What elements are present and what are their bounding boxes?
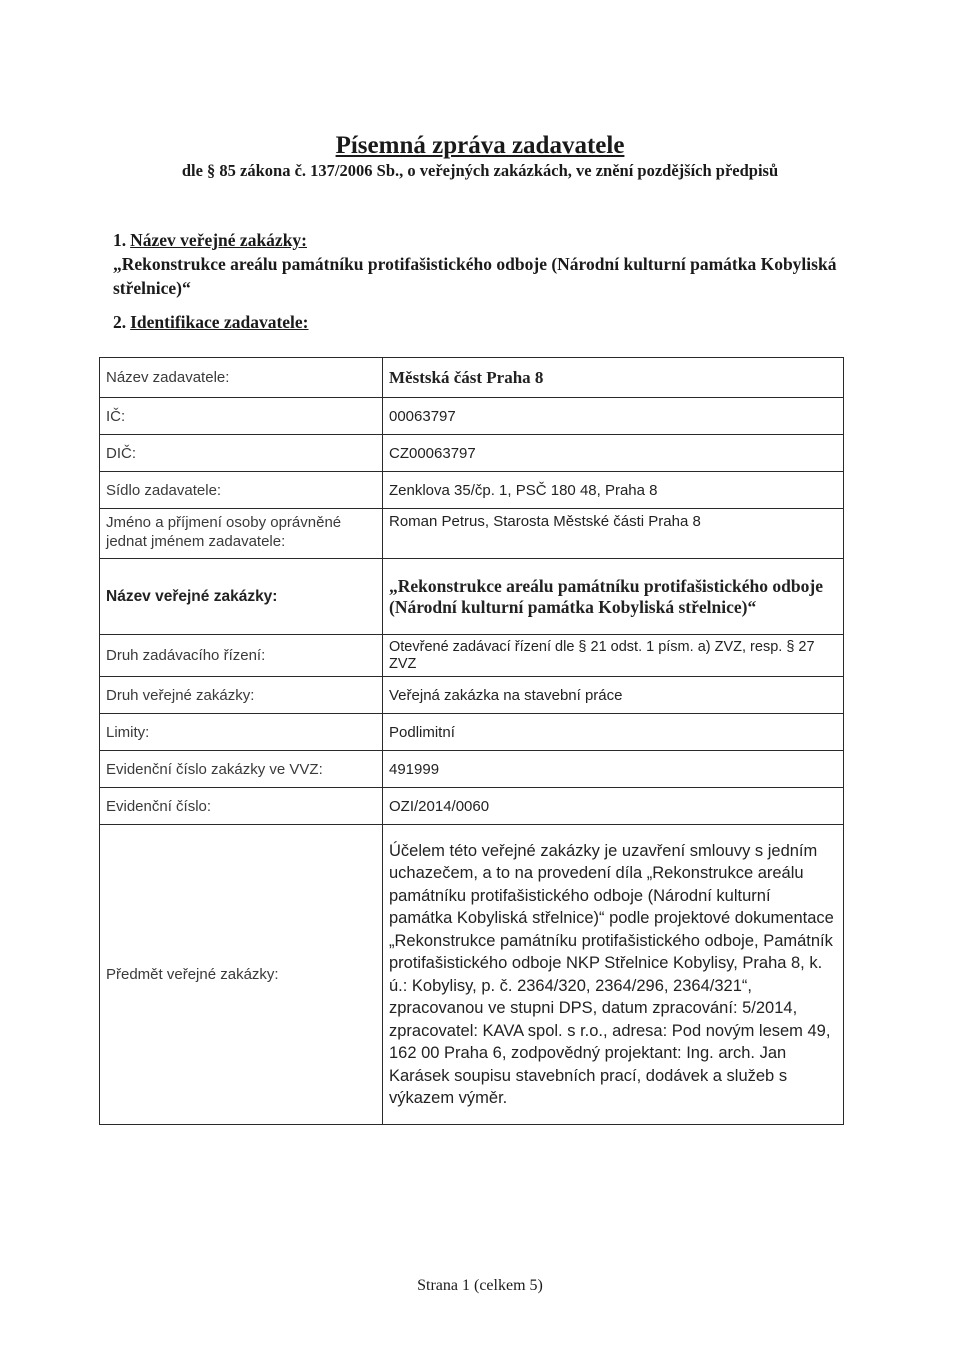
table-row [100, 472, 844, 509]
page-footer: Strana 1 (celkem 5) [417, 1277, 543, 1294]
table-row [100, 677, 844, 714]
row-label: Název zadavatele: [100, 358, 383, 398]
row-value: 491999 [383, 751, 844, 788]
section-contract-name [113, 228, 853, 300]
row-value: „Rekonstrukce areálu památníku protifašistického odboje (Národní kulturní památka Kobyliská střelnice)“ [383, 559, 844, 635]
section-heading: Identifikace zadavatele: [130, 312, 309, 332]
section-number: 2. [113, 312, 127, 332]
row-label: Druh zadávacího řízení: [100, 635, 383, 677]
row-label: Název veřejné zakázky: [100, 559, 383, 635]
table-row [100, 358, 844, 398]
row-value: Podlimitní [383, 714, 844, 751]
row-label: Limity: [100, 714, 383, 751]
table-row [100, 398, 844, 435]
contracting-authority-table [99, 357, 844, 1125]
row-value: Roman Petrus, Starosta Městské části Praha 8 [383, 509, 844, 559]
row-value: Účelem této veřejné zakázky je uzavření smlouvy s jedním uchazečem, a to na provedení díla „Rekonstrukce areálu památníku protifašistického odboje (Národní kulturní památka Kobyliská střelnice)“ podle projektové dokumentace „Rekonstrukce památníku protifašistického odboje, Památník protifašistického odboje NKP Střelnice Kobylisy, Praha 8, k. ú.: Kobylisy, p. č. 2364/320, 2364/296, 2364/321“, zpracovanou ve stupni DPS, datum zpracování: 5/2014, zpracovatel: KAVA spol. s r.o., adresa: Pod novým lesem 49, 162 00 Praha 6, zodpovědný projektant: Ing. arch. Jan Karásek soupisu stavebních prací, dodávek a služeb s výkazem výměr. [383, 825, 844, 1125]
table-row [100, 559, 844, 635]
row-label: Druh veřejné zakázky: [100, 677, 383, 714]
table-row [100, 714, 844, 751]
row-value: Zenklova 35/čp. 1, PSČ 180 48, Praha 8 [383, 472, 844, 509]
row-value: 00063797 [383, 398, 844, 435]
row-label: Jméno a příjmení osoby oprávněné jednat jménem zadavatele: [100, 509, 383, 559]
section-number: 1. [113, 230, 127, 250]
document-title: Písemná zpráva zadavatele [335, 132, 625, 159]
table-row [100, 788, 844, 825]
row-value: OZI/2014/0060 [383, 788, 844, 825]
row-label: Sídlo zadavatele: [100, 472, 383, 509]
row-label: Předmět veřejné zakázky: [100, 825, 383, 1125]
row-label: Evidenční číslo zakázky ve VVZ: [100, 751, 383, 788]
table-row [100, 825, 844, 1125]
table-row [100, 751, 844, 788]
document-subtitle: dle § 85 zákona č. 137/2006 Sb., o veřejných zakázkách, ve znění pozdějších předpisů [181, 161, 779, 180]
row-value: Veřejná zakázka na stavební práce [383, 677, 844, 714]
table-row [100, 509, 844, 559]
section-text: „Rekonstrukce areálu památníku protifašistického odboje (Národní kulturní památka Kobyliská střelnice)“ [113, 254, 837, 298]
section-identification [113, 312, 309, 333]
row-label: DIČ: [100, 435, 383, 472]
table-row [100, 635, 844, 677]
table-row [100, 435, 844, 472]
section-heading: Název veřejné zakázky: [130, 230, 308, 250]
row-value: CZ00063797 [383, 435, 844, 472]
row-value: Otevřené zadávací řízení dle § 21 odst. 1 písm. a) ZVZ, resp. § 27 ZVZ [383, 635, 844, 677]
row-label: Evidenční číslo: [100, 788, 383, 825]
row-label: IČ: [100, 398, 383, 435]
row-value: Městská část Praha 8 [383, 358, 844, 398]
